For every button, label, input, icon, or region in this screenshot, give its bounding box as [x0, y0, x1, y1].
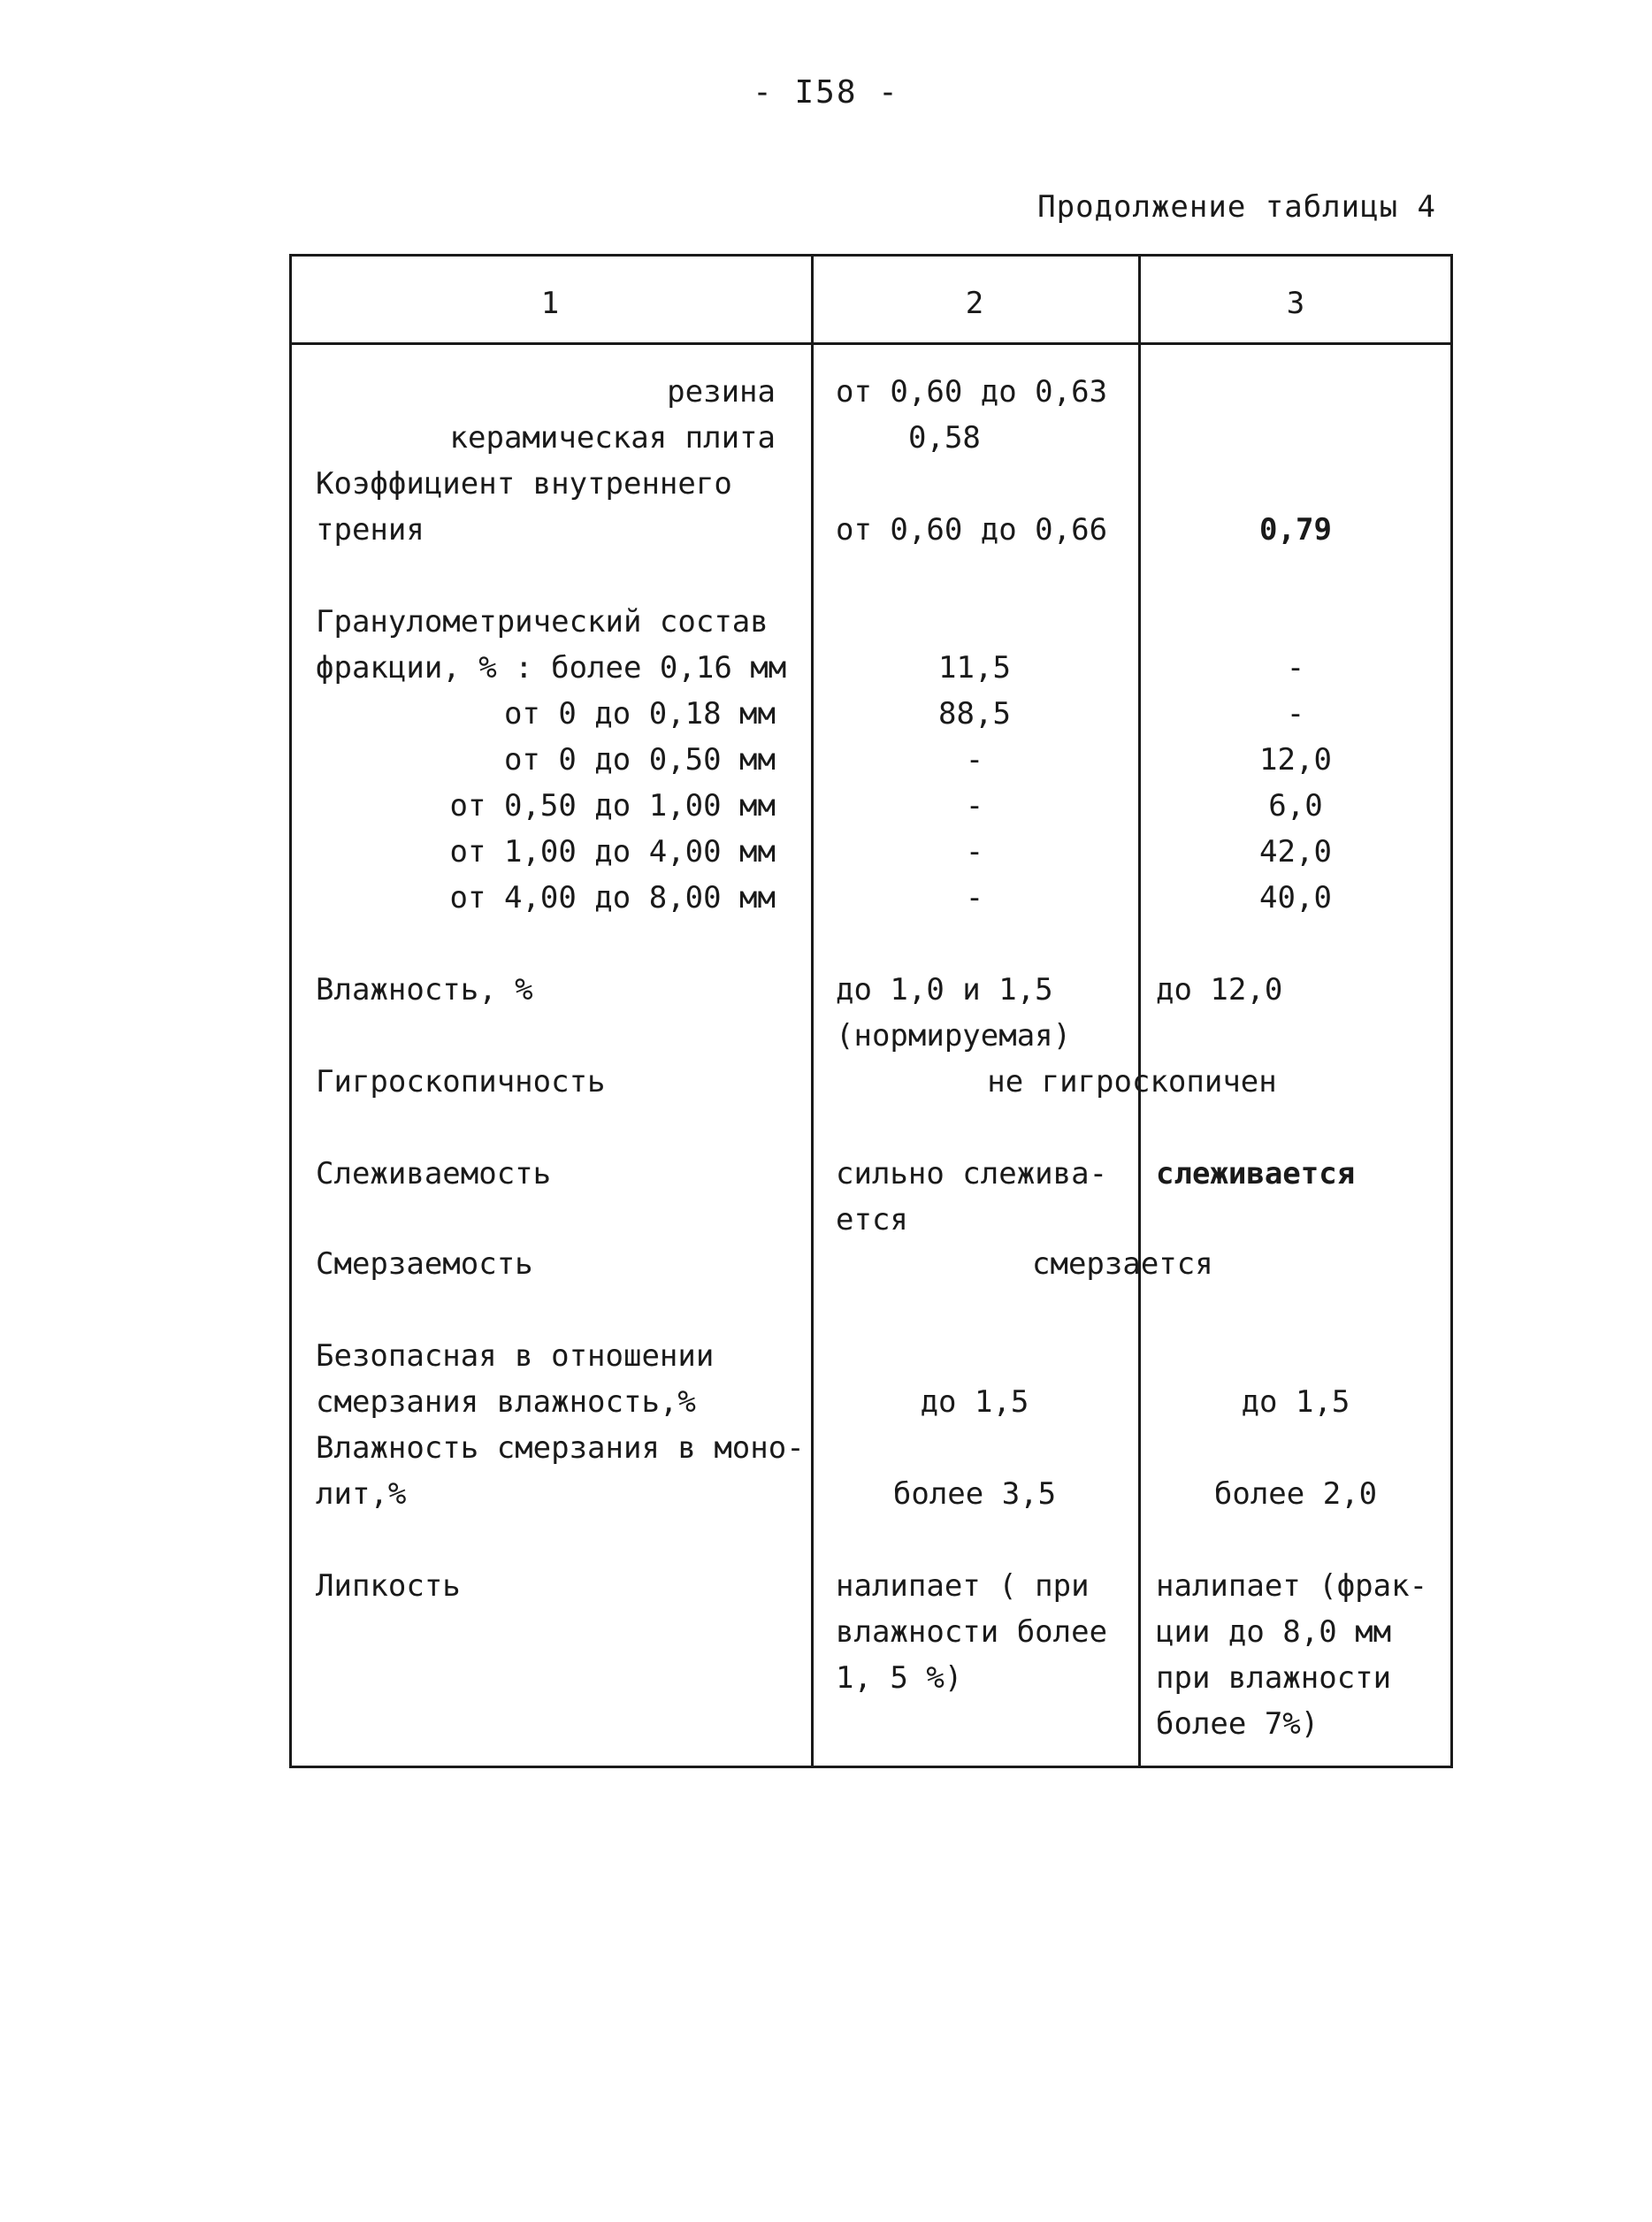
row-safe-humidity-col2: до 1,5 — [920, 1384, 1029, 1420]
fraction-row-col2: - — [965, 834, 984, 870]
row-rubber-label: резина — [667, 374, 776, 410]
fraction-row-label: от 4,00 до 8,00 мм — [449, 880, 776, 916]
row-stickiness-col3-line: ции до 8,0 мм — [1156, 1614, 1392, 1650]
row-friction-col3: 0,79 — [1259, 512, 1332, 548]
fraction-row-label: от 0,50 до 1,00 мм — [449, 788, 776, 824]
row-freezing-label: Смерзаемость — [316, 1246, 533, 1282]
row-monolith-label-2: лит,% — [316, 1476, 407, 1512]
fraction-row-col3: 6,0 — [1268, 788, 1323, 824]
row-monolith-col2: более 3,5 — [892, 1476, 1057, 1512]
fraction-row-col2: - — [965, 788, 984, 824]
row-monolith-col3: более 2,0 — [1213, 1476, 1378, 1512]
row-ceramic-col2: 0,58 — [908, 420, 981, 456]
data-table — [289, 254, 1457, 1775]
row-hygroscopicity-label: Гигроскопичность — [316, 1064, 606, 1100]
fraction-row-col3: 40,0 — [1259, 880, 1332, 916]
row-stickiness-label: Липкость — [316, 1568, 461, 1604]
row-stickiness-col2-line: налипает ( при — [836, 1568, 1090, 1604]
row-granulometric-col2: 11,5 — [938, 650, 1011, 686]
header-divider — [289, 342, 1453, 345]
header-col-3: 3 — [1286, 286, 1305, 321]
fraction-row-col3: - — [1286, 696, 1305, 732]
fraction-row-col3: 12,0 — [1259, 742, 1332, 778]
row-friction-label-2: трения — [316, 512, 424, 548]
fraction-row-col2: - — [965, 880, 984, 916]
row-granulometric-label-1: Гранулометрический состав — [316, 604, 769, 640]
fraction-row-label: от 0 до 0,50 мм — [503, 742, 776, 778]
row-rubber-col2: от 0,60 до 0,63 — [836, 374, 1108, 410]
header-col-2: 2 — [965, 286, 984, 321]
page-number: - I58 - — [753, 74, 899, 111]
row-stickiness-col2-line: 1, 5 %) — [836, 1660, 963, 1696]
row-caking-label: Слеживаемость — [316, 1156, 552, 1191]
row-hygroscopicity-merged: не гигроскопичен — [987, 1064, 1277, 1100]
fraction-row-col3: 42,0 — [1259, 834, 1332, 870]
row-safe-humidity-label-1: Безопасная в отношении — [316, 1338, 715, 1374]
row-stickiness-col3-line: налипает (фрак- — [1156, 1568, 1428, 1604]
table-continuation-label: Продолжение таблицы 4 — [1037, 189, 1436, 225]
row-stickiness-col3-line: более 7%) — [1156, 1706, 1319, 1742]
row-caking-col2-line2: ется — [836, 1202, 908, 1237]
fraction-row-col2: - — [965, 742, 984, 778]
row-friction-label-1: Коэффициент внутреннего — [316, 466, 732, 502]
column-divider-1 — [811, 254, 814, 1768]
row-safe-humidity-label-2: смерзания влажность,% — [316, 1384, 696, 1420]
row-stickiness-col2-line: влажности более — [836, 1614, 1108, 1650]
row-caking-col2-line1: сильно слежива- — [836, 1156, 1108, 1191]
row-freezing-merged: смерзается — [1032, 1246, 1213, 1282]
row-monolith-label-1: Влажность смерзания в моно- — [316, 1430, 805, 1466]
row-friction-col2: от 0,60 до 0,66 — [836, 512, 1108, 548]
row-humidity-col2-line1: до 1,0 и 1,5 — [836, 972, 1053, 1008]
column-divider-2 — [1138, 254, 1141, 1768]
fraction-row-label: от 0 до 0,18 мм — [503, 696, 776, 732]
header-col-1: 1 — [540, 286, 560, 321]
row-humidity-col2-line2: (нормируемая) — [836, 1018, 1072, 1054]
row-humidity-col3: до 12,0 — [1156, 972, 1283, 1008]
row-ceramic-label: керамическая плита — [449, 420, 776, 456]
fraction-row-col2: 88,5 — [938, 696, 1011, 732]
row-caking-col3: слеживается — [1156, 1156, 1356, 1191]
row-safe-humidity-col3: до 1,5 — [1241, 1384, 1350, 1420]
row-granulometric-col3: - — [1286, 650, 1305, 686]
row-granulometric-label-2: фракции, % : более 0,16 мм — [316, 650, 787, 686]
row-stickiness-col3-line: при влажности — [1156, 1660, 1392, 1696]
row-humidity-label: Влажность, % — [316, 972, 533, 1008]
fraction-row-label: от 1,00 до 4,00 мм — [449, 834, 776, 870]
